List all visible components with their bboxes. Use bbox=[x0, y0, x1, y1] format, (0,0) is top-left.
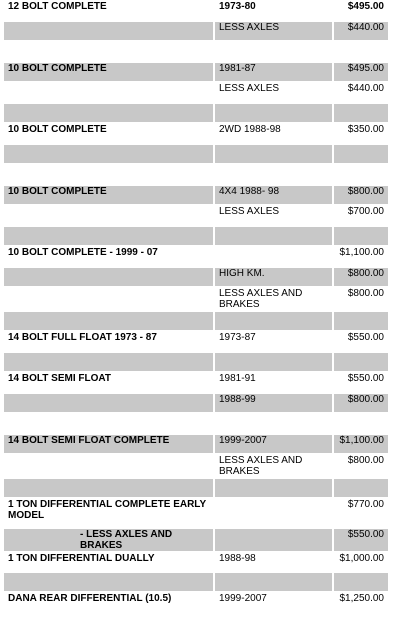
table-row bbox=[4, 42, 388, 61]
table-row bbox=[4, 247, 388, 266]
price-cell: $700.00 bbox=[334, 206, 388, 225]
price-cell: $770.00 bbox=[334, 499, 388, 527]
price-cell: $495.00 bbox=[334, 1, 388, 20]
item-cell bbox=[4, 104, 213, 122]
price-cell: $550.00 bbox=[334, 332, 388, 351]
years-cell bbox=[215, 573, 332, 591]
table-row bbox=[4, 573, 388, 591]
item-cell bbox=[4, 414, 213, 433]
years-cell bbox=[215, 42, 332, 61]
table-row bbox=[4, 227, 388, 245]
price-cell: $800.00 bbox=[334, 288, 388, 310]
table-row bbox=[4, 63, 388, 81]
table-row bbox=[4, 145, 388, 163]
table-row bbox=[4, 373, 388, 392]
item-cell: DANA REAR DIFFERENTIAL (10.5) bbox=[4, 593, 213, 612]
price-cell: $550.00 bbox=[334, 373, 388, 392]
item-cell bbox=[4, 206, 213, 225]
price-cell bbox=[334, 165, 388, 184]
table-row bbox=[4, 553, 388, 571]
years-cell: LESS AXLES AND BRAKES bbox=[215, 288, 332, 310]
years-cell: 1973-80 bbox=[215, 1, 332, 20]
years-cell bbox=[215, 247, 332, 266]
item-cell: 10 BOLT COMPLETE bbox=[4, 186, 213, 204]
item-cell bbox=[4, 83, 213, 102]
table-row bbox=[4, 499, 388, 527]
years-cell: 2WD 1988-98 bbox=[215, 124, 332, 143]
table-row bbox=[4, 165, 388, 184]
table-row bbox=[4, 1, 388, 20]
price-cell bbox=[334, 145, 388, 163]
years-cell: LESS AXLES bbox=[215, 83, 332, 102]
years-cell: LESS AXLES bbox=[215, 22, 332, 40]
years-cell: 1988-99 bbox=[215, 394, 332, 412]
years-cell: 1999-2007 bbox=[215, 593, 332, 612]
table-row bbox=[4, 104, 388, 122]
table-row bbox=[4, 394, 388, 412]
item-cell: 10 BOLT COMPLETE - 1999 - 07 bbox=[4, 247, 213, 266]
years-cell: LESS AXLES bbox=[215, 206, 332, 225]
item-cell: 1 TON DIFFERENTIAL COMPLETE EARLY MODEL bbox=[4, 499, 213, 527]
table-row bbox=[4, 83, 388, 102]
price-cell bbox=[334, 227, 388, 245]
years-cell bbox=[215, 353, 332, 371]
years-cell bbox=[215, 227, 332, 245]
years-cell bbox=[215, 529, 332, 551]
item-cell bbox=[4, 479, 213, 497]
table-row bbox=[4, 22, 388, 40]
years-cell bbox=[215, 145, 332, 163]
item-cell: 14 BOLT SEMI FLOAT bbox=[4, 373, 213, 392]
price-cell bbox=[334, 353, 388, 371]
item-cell: 14 BOLT FULL FLOAT 1973 - 87 bbox=[4, 332, 213, 351]
table-row bbox=[4, 479, 388, 497]
years-cell: HIGH KM. bbox=[215, 268, 332, 286]
table-row bbox=[4, 312, 388, 330]
price-table bbox=[2, 0, 390, 614]
price-cell: $800.00 bbox=[334, 455, 388, 477]
years-cell: 1988-98 bbox=[215, 553, 332, 571]
price-cell: $1,100.00 bbox=[334, 435, 388, 453]
years-cell bbox=[215, 499, 332, 527]
years-cell: 1981-91 bbox=[215, 373, 332, 392]
years-cell bbox=[215, 104, 332, 122]
price-cell: $1,000.00 bbox=[334, 553, 388, 571]
price-cell bbox=[334, 42, 388, 61]
price-cell bbox=[334, 312, 388, 330]
item-cell: 14 BOLT SEMI FLOAT COMPLETE bbox=[4, 435, 213, 453]
price-cell bbox=[334, 414, 388, 433]
years-cell bbox=[215, 312, 332, 330]
item-cell: - LESS AXLES AND BRAKES bbox=[4, 529, 213, 551]
price-cell: $440.00 bbox=[334, 22, 388, 40]
years-cell: 1999-2007 bbox=[215, 435, 332, 453]
price-cell: $800.00 bbox=[334, 186, 388, 204]
table-row bbox=[4, 268, 388, 286]
years-cell: 1973-87 bbox=[215, 332, 332, 351]
table-row bbox=[4, 186, 388, 204]
item-cell: 10 BOLT COMPLETE bbox=[4, 63, 213, 81]
table-row bbox=[4, 288, 388, 310]
years-cell bbox=[215, 165, 332, 184]
price-table-body bbox=[4, 1, 388, 612]
item-cell: 10 BOLT COMPLETE bbox=[4, 124, 213, 143]
price-cell: $1,100.00 bbox=[334, 247, 388, 266]
price-cell bbox=[334, 573, 388, 591]
item-cell bbox=[4, 573, 213, 591]
item-cell bbox=[4, 42, 213, 61]
price-cell: $550.00 bbox=[334, 529, 388, 551]
table-row bbox=[4, 206, 388, 225]
item-cell: 12 BOLT COMPLETE bbox=[4, 1, 213, 20]
item-cell bbox=[4, 312, 213, 330]
table-row bbox=[4, 414, 388, 433]
price-cell bbox=[334, 104, 388, 122]
item-cell bbox=[4, 22, 213, 40]
table-row bbox=[4, 593, 388, 612]
price-cell: $800.00 bbox=[334, 268, 388, 286]
item-cell bbox=[4, 268, 213, 286]
table-row bbox=[4, 529, 388, 551]
years-cell: 4X4 1988- 98 bbox=[215, 186, 332, 204]
item-cell bbox=[4, 165, 213, 184]
item-cell: 1 TON DIFFERENTIAL DUALLY bbox=[4, 553, 213, 571]
years-cell: 1981-87 bbox=[215, 63, 332, 81]
years-cell bbox=[215, 479, 332, 497]
item-cell bbox=[4, 145, 213, 163]
years-cell: LESS AXLES AND BRAKES bbox=[215, 455, 332, 477]
price-cell: $800.00 bbox=[334, 394, 388, 412]
table-row bbox=[4, 332, 388, 351]
item-cell bbox=[4, 353, 213, 371]
years-cell bbox=[215, 414, 332, 433]
item-cell bbox=[4, 455, 213, 477]
price-cell: $440.00 bbox=[334, 83, 388, 102]
item-cell bbox=[4, 227, 213, 245]
item-cell bbox=[4, 288, 213, 310]
item-cell bbox=[4, 394, 213, 412]
table-row bbox=[4, 455, 388, 477]
table-row bbox=[4, 124, 388, 143]
table-row bbox=[4, 435, 388, 453]
price-cell: $1,250.00 bbox=[334, 593, 388, 612]
price-cell: $350.00 bbox=[334, 124, 388, 143]
price-cell bbox=[334, 479, 388, 497]
table-row bbox=[4, 353, 388, 371]
price-cell: $495.00 bbox=[334, 63, 388, 81]
